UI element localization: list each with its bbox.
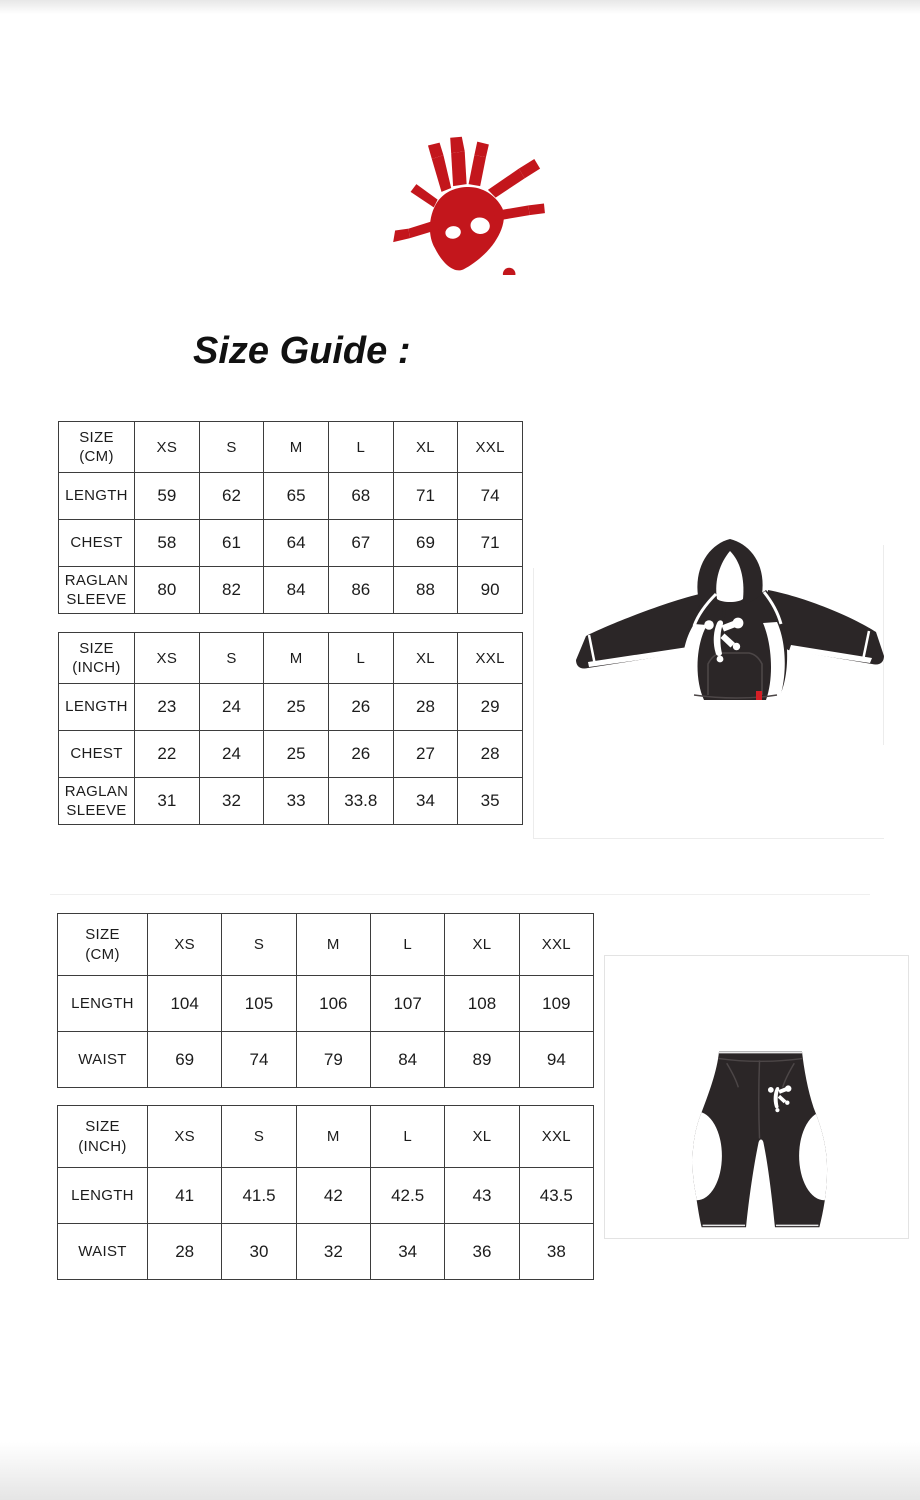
size-column-header: XL: [445, 1106, 519, 1168]
bottom-fade-strip: [0, 1442, 920, 1500]
measurement-value: 74: [458, 473, 523, 520]
size-column-header: S: [222, 1106, 296, 1168]
pants-size-table-cm: [57, 913, 594, 1088]
pants-size-table-inch: [57, 1105, 594, 1280]
measurement-value: 84: [370, 1032, 444, 1088]
size-column-header: XXL: [458, 633, 523, 684]
measurement-value: 27: [393, 731, 458, 778]
measurement-value: 84: [264, 567, 329, 614]
image-edge-line: [533, 568, 534, 838]
measurement-label: LENGTH: [58, 976, 148, 1032]
measurement-value: 34: [370, 1224, 444, 1280]
hoodie-size-table-inch: [58, 632, 523, 825]
measurement-value: 90: [458, 567, 523, 614]
size-column-header: XXL: [519, 1106, 593, 1168]
measurement-label: RAGLAN SLEEVE: [59, 567, 135, 614]
hem-tag: [756, 691, 762, 700]
measurement-value: 42.5: [370, 1168, 444, 1224]
measurement-value: 26: [328, 684, 393, 731]
measurement-value: 62: [199, 473, 264, 520]
measurement-label: LENGTH: [58, 1168, 148, 1224]
size-column-header: XXL: [519, 914, 593, 976]
measurement-value: 26: [328, 731, 393, 778]
measurement-value: 105: [222, 976, 296, 1032]
measurement-value: 108: [445, 976, 519, 1032]
size-unit-line: SIZE: [79, 428, 114, 446]
measurement-label: WAIST: [58, 1032, 148, 1088]
measurement-value: 107: [370, 976, 444, 1032]
size-column-header: L: [328, 422, 393, 473]
measurement-value: 69: [148, 1032, 222, 1088]
hoodie-size-table-cm: [58, 421, 523, 614]
size-column-header: L: [370, 914, 444, 976]
measurement-value: 43.5: [519, 1168, 593, 1224]
measurement-value: 28: [148, 1224, 222, 1280]
measurement-value: 24: [199, 731, 264, 778]
measurement-value: 88: [393, 567, 458, 614]
page-title: Size Guide :: [193, 330, 411, 372]
front-seam: [759, 1060, 760, 1138]
pants-illustration: [688, 1042, 833, 1235]
size-column-header: XS: [148, 1106, 222, 1168]
size-column-header: M: [264, 633, 329, 684]
measurement-value: 23: [135, 684, 200, 731]
size-unit-line: (CM): [79, 448, 114, 465]
measurement-value: 35: [458, 778, 523, 825]
measurement-value: 65: [264, 473, 329, 520]
measurement-label: LENGTH: [59, 473, 135, 520]
measurement-value: 109: [519, 976, 593, 1032]
measurement-value: 79: [296, 1032, 370, 1088]
measurement-value: 89: [445, 1032, 519, 1088]
measurement-value: 104: [148, 976, 222, 1032]
measurement-value: 24: [199, 684, 264, 731]
size-unit-cell: [58, 1106, 148, 1168]
size-unit-line: (CM): [85, 945, 120, 963]
measurement-value: 82: [199, 567, 264, 614]
hoodie-illustration: [570, 532, 890, 742]
measurement-value: 33.8: [328, 778, 393, 825]
measurement-value: 42: [296, 1168, 370, 1224]
measurement-value: 28: [458, 731, 523, 778]
measurement-value: 64: [264, 520, 329, 567]
measurement-label: LENGTH: [59, 684, 135, 731]
measurement-value: 71: [458, 520, 523, 567]
measurement-value: 25: [264, 684, 329, 731]
size-column-header: L: [328, 633, 393, 684]
measurement-value: 43: [445, 1168, 519, 1224]
size-unit-line: (INCH): [72, 659, 121, 676]
size-column-header: M: [296, 914, 370, 976]
measurement-value: 22: [135, 731, 200, 778]
measurement-value: 71: [393, 473, 458, 520]
measurement-value: 106: [296, 976, 370, 1032]
size-column-header: S: [199, 422, 264, 473]
measurement-value: 36: [445, 1224, 519, 1280]
measurement-value: 30: [222, 1224, 296, 1280]
size-column-header: S: [199, 633, 264, 684]
size-unit-line: SIZE: [79, 639, 114, 657]
measurement-value: 80: [135, 567, 200, 614]
measurement-value: 59: [135, 473, 200, 520]
size-unit-line: SIZE: [85, 1118, 120, 1135]
top-fade-strip: [0, 0, 920, 14]
size-column-header: XL: [445, 914, 519, 976]
measurement-value: 67: [328, 520, 393, 567]
measurement-label: CHEST: [59, 520, 135, 567]
measurement-value: 32: [296, 1224, 370, 1280]
size-column-header: M: [264, 422, 329, 473]
size-unit-line: (INCH): [78, 1137, 127, 1155]
size-column-header: XS: [148, 914, 222, 976]
measurement-value: 68: [328, 473, 393, 520]
size-column-header: XL: [393, 633, 458, 684]
size-column-header: S: [222, 914, 296, 976]
measurement-label: RAGLAN SLEEVE: [59, 778, 135, 825]
size-unit-cell: [59, 422, 135, 473]
measurement-value: 69: [393, 520, 458, 567]
measurement-label: CHEST: [59, 731, 135, 778]
size-unit-cell: [58, 914, 148, 976]
measurement-value: 74: [222, 1032, 296, 1088]
size-column-header: XS: [135, 633, 200, 684]
size-column-header: M: [296, 1106, 370, 1168]
skull-hand-logo-icon: [393, 130, 548, 275]
size-column-header: L: [370, 1106, 444, 1168]
measurement-value: 31: [135, 778, 200, 825]
measurement-value: 94: [519, 1032, 593, 1088]
measurement-value: 32: [199, 778, 264, 825]
measurement-value: 58: [135, 520, 200, 567]
logo-drip-dot: [503, 268, 516, 275]
image-edge-line: [533, 838, 884, 839]
measurement-value: 28: [393, 684, 458, 731]
size-column-header: XL: [393, 422, 458, 473]
measurement-value: 25: [264, 731, 329, 778]
size-unit-line: SIZE: [85, 926, 120, 943]
measurement-value: 41: [148, 1168, 222, 1224]
measurement-value: 61: [199, 520, 264, 567]
measurement-value: 41.5: [222, 1168, 296, 1224]
measurement-value: 29: [458, 684, 523, 731]
size-unit-cell: [59, 633, 135, 684]
measurement-value: 38: [519, 1224, 593, 1280]
measurement-value: 86: [328, 567, 393, 614]
measurement-value: 33: [264, 778, 329, 825]
measurement-value: 34: [393, 778, 458, 825]
size-column-header: XS: [135, 422, 200, 473]
measurement-label: WAIST: [58, 1224, 148, 1280]
section-divider-line: [50, 894, 870, 895]
size-column-header: XXL: [458, 422, 523, 473]
